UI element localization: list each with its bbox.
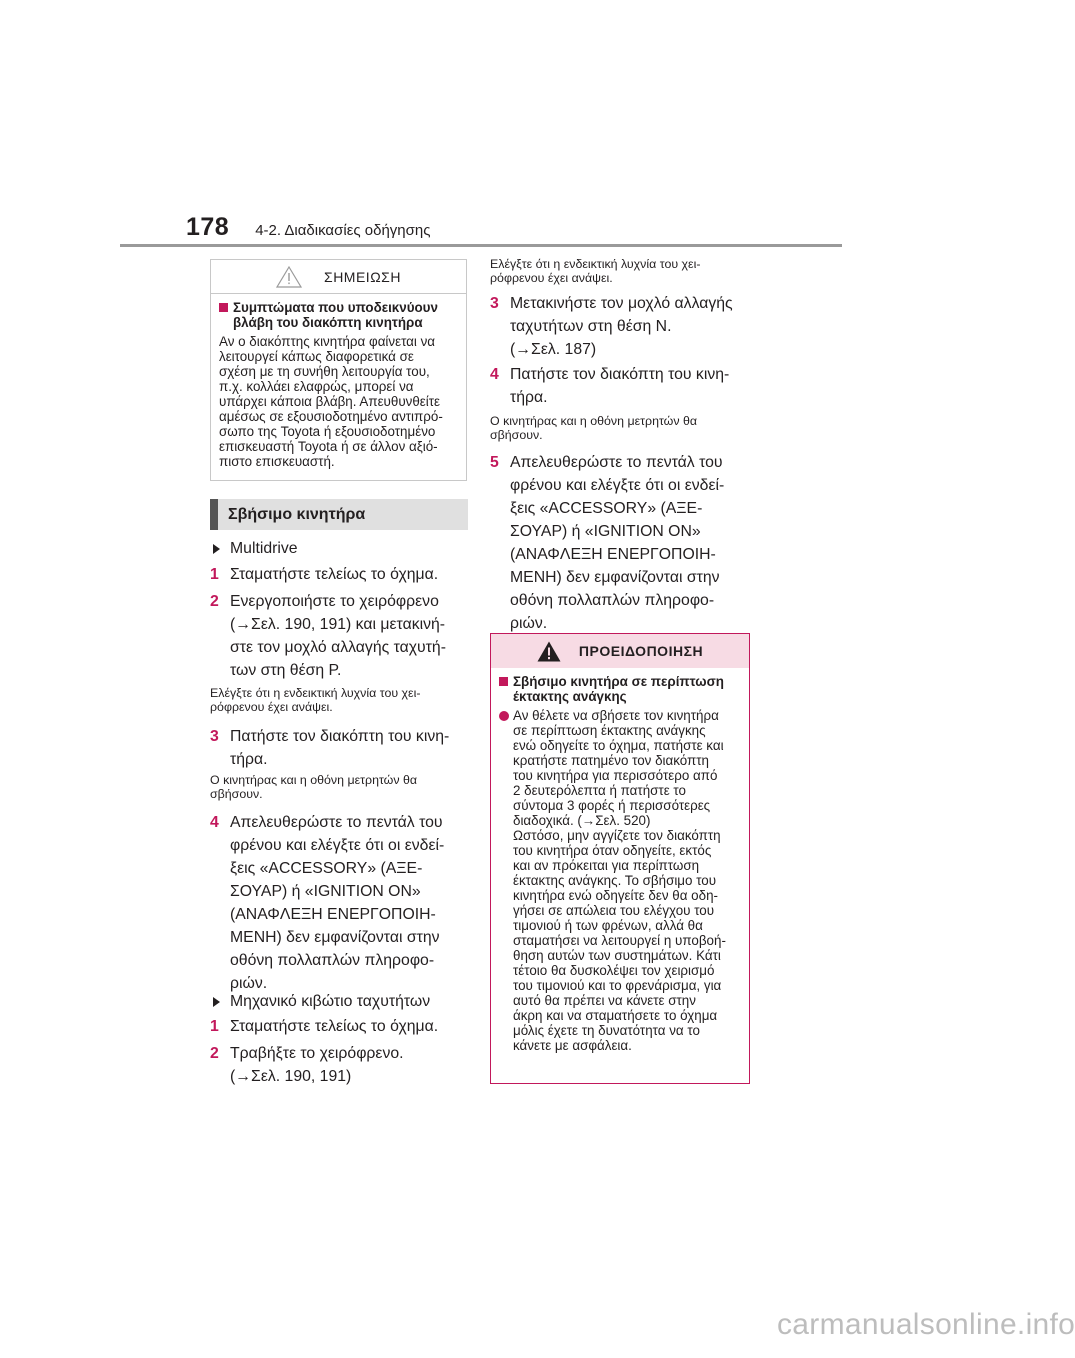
step-3-note — [210, 773, 468, 801]
step-1 — [210, 563, 468, 586]
section-bar — [210, 499, 218, 530]
warning-body-line: του τιμονιού και το φρενάρισμα, για — [513, 978, 722, 993]
warning-body-line: ενώ οδηγείτε το όχημα, πατήστε και — [513, 738, 724, 753]
note-line: σβήσουν. — [210, 787, 263, 801]
step-text-line: φρένου και ελέγξτε ότι οι ενδεί- — [230, 837, 445, 854]
step-number: 1 — [210, 566, 219, 583]
warning-body-line: 2 δευτερόλεπτα ή πατήστε το — [513, 783, 686, 798]
step-text-line: ΣΟΥΑΡ) ή «IGNITION ON» — [510, 523, 701, 540]
note-body-line: αμέσως σε εξουσιοδοτημένο αντιπρό- — [219, 409, 443, 424]
step-text-line: Τραβήξτε το χειρόφρενο. — [230, 1045, 404, 1062]
page-number: 178 — [186, 213, 230, 241]
note-heading — [219, 300, 458, 330]
triangle-bullet-icon — [213, 544, 220, 554]
note-line: Ελέγξτε ότι η ενδεικτική λυχνία του χει- — [490, 257, 701, 271]
warning-body-line: άκρη και να σταματήσετε το όχημα — [513, 1008, 718, 1023]
step-number: 5 — [490, 454, 499, 471]
warning-heading-line: Σβήσιμο κινητήρα σε περίπτωση — [513, 674, 724, 689]
manual-step-2 — [210, 1042, 468, 1088]
warning-body-line: μόλις έχετε τη δυνατότητα να το — [513, 1023, 700, 1038]
step-text-line: (ΑΝΑΦΛΕΞΗ ΕΝΕΡΓΟΠΟΙΗ- — [230, 906, 436, 923]
warning-body-line: θηση αυτών των συστημάτων. Κάτι — [513, 948, 721, 963]
note-body-line: υπάρχει κάποια βλάβη. Απευθυνθείτε — [219, 394, 440, 409]
warning-box — [490, 633, 750, 1084]
note-line: σβήσουν. — [490, 428, 543, 442]
warning-heading — [499, 674, 741, 704]
step-4 — [210, 811, 468, 995]
warning-triangle-icon — [537, 641, 561, 662]
footer-watermark[interactable]: carmanualsonline.info — [777, 1308, 1075, 1341]
step-number: 1 — [210, 1018, 219, 1035]
warning-body-line: Ωστόσο, μην αγγίζετε τον διακόπτη — [513, 828, 721, 843]
step-number: 2 — [210, 1045, 219, 1062]
step-text-line: ταχυτήτων στη θέση N. — [510, 318, 672, 335]
step-text-line: (→Σελ. 187) — [510, 341, 597, 358]
note-line: Ελέγξτε ότι η ενδεικτική λυχνία του χει- — [210, 686, 421, 700]
step-number: 4 — [490, 366, 499, 383]
caution-triangle-icon — [276, 266, 302, 288]
step-text-line: τήρα. — [230, 751, 268, 768]
note-body-line: λειτουργεί κάπως διαφορετικά σε — [219, 349, 414, 364]
step-2-note — [210, 686, 468, 714]
warning-body-line: σύντομα 3 φορές ή περισσότερες — [513, 798, 711, 813]
subsection-multidrive — [210, 537, 298, 560]
step-text-line: ριών. — [230, 975, 268, 992]
step-text-line: (→Σελ. 190, 191) — [230, 1068, 352, 1085]
warning-body-line: έκτακτης ανάγκης. Το σβήσιμο του — [513, 873, 717, 888]
warning-header — [491, 634, 749, 668]
note-title: ΣΗΜΕΙΩΣΗ — [324, 268, 401, 285]
page-header — [186, 213, 430, 242]
section-heading — [210, 499, 468, 530]
warning-body-line: σε περίπτωση έκτακτης ανάγκης — [513, 723, 706, 738]
step-text-line: ΜΕΝΗ) δεν εμφανίζονται στην — [230, 929, 440, 946]
step-text-line: (→Σελ. 190, 191) και μετακινή- — [230, 616, 446, 633]
step-text-line: των στη θέση P. — [230, 662, 342, 679]
square-bullet-icon — [219, 303, 228, 312]
warning-body-line: του κινητήρα για περισσότερο από — [513, 768, 718, 783]
step-text-line: (ΑΝΑΦΛΕΞΗ ΕΝΕΡΓΟΠΟΙΗ- — [510, 546, 716, 563]
warning-body-line: σταματήσει να λειτουργεί η υποβοή- — [513, 933, 726, 948]
triangle-bullet-icon — [213, 997, 220, 1007]
circle-bullet-icon — [499, 711, 509, 721]
warning-body-line: κρατήστε πατημένο τον διακόπτη — [513, 753, 710, 768]
warning-body-line: κινητήρα ενώ οδηγείτε δεν θα οδη- — [513, 888, 718, 903]
step-text-line: οθόνη πολλαπλών πληροφο- — [230, 952, 435, 969]
step-text-line: Ενεργοποιήστε το χειρόφρενο — [230, 593, 439, 610]
step-text-line: Πατήστε τον διακόπτη του κινη- — [230, 728, 450, 745]
note-line: Ο κινητήρας και η οθόνη μετρητών θα — [490, 414, 698, 428]
manual-step-1 — [210, 1015, 468, 1038]
warning-body-line: τιμονιού ή των φρένων, αλλά θα — [513, 918, 703, 933]
warning-body-line: και αν πρόκειται για περίπτωση — [513, 858, 700, 873]
right-top-note — [490, 257, 750, 285]
right-step-4 — [490, 363, 750, 409]
step-text: Σταματήστε τελείως το όχημα. — [230, 1018, 439, 1035]
note-body — [219, 334, 458, 469]
step-number: 3 — [490, 295, 499, 312]
step-text-line: Απελευθερώστε το πεντάλ του — [230, 814, 443, 831]
subsection-label: Μηχανικό κιβώτιο ταχυτήτων — [230, 993, 431, 1010]
warning-body-line: του κινητήρα όταν οδηγείτε, εκτός — [513, 843, 712, 858]
step-2 — [210, 590, 468, 682]
step-text-line: ΜΕΝΗ) δεν εμφανίζονται στην — [510, 569, 720, 586]
note-heading-line: βλάβη του διακόπτη κινητήρα — [233, 315, 423, 330]
note-body-line: Αν ο διακόπτης κινητήρα φαίνεται να — [219, 334, 436, 349]
step-text-line: στε τον μοχλό αλλαγής ταχυτή- — [230, 639, 446, 656]
right-step-5 — [490, 451, 750, 635]
step-text-line: ριών. — [510, 615, 548, 632]
warning-body-line: διαδοχικά. (→Σελ. 520) — [513, 813, 651, 828]
note-heading-line: Συμπτώματα που υποδεικνύουν — [233, 300, 438, 315]
warning-body-line: γήσει σε απώλεια του ελέγχου του — [513, 903, 715, 918]
warning-body-line: κάνετε με ασφάλεια. — [513, 1038, 632, 1053]
step-text-line: Πατήστε τον διακόπτη του κινη- — [510, 366, 730, 383]
step-text-line: ξεις «ACCESSORY» (ΑΞΕ- — [510, 500, 703, 517]
note-box — [210, 259, 467, 481]
warning-title: ΠΡΟΕΙΔΟΠΟΙΗΣΗ — [578, 643, 704, 659]
right-step-3 — [490, 292, 750, 361]
warning-body-line: Αν θέλετε να σβήσετε τον κινητήρα — [513, 708, 719, 723]
step-number: 3 — [210, 728, 219, 745]
step-text-line: ξεις «ACCESSORY» (ΑΞΕ- — [230, 860, 423, 877]
note-body-line: σωπο της Toyota ή εξουσιοδοτημένο — [219, 424, 436, 439]
chapter-title: 4-2. Διαδικασίες οδήγησης — [255, 222, 431, 239]
warning-body-line: τέτοιο θα δυσκολέψει τον χειρισμό — [513, 963, 715, 978]
step-text-line: Απελευθερώστε το πεντάλ του — [510, 454, 723, 471]
step-number: 2 — [210, 593, 219, 610]
note-line: ρόφρενου έχει ανάψει. — [210, 700, 333, 714]
square-bullet-icon — [499, 677, 508, 686]
right-step-4-note — [490, 414, 750, 442]
header-divider — [120, 244, 842, 247]
step-text-line: Μετακινήστε τον μοχλό αλλαγής — [510, 295, 733, 312]
note-body-line: π.χ. κολλάει ελαφρώς, μπορεί να — [219, 379, 414, 394]
subsection-label: Multidrive — [230, 540, 298, 557]
warning-heading-line: έκτακτης ανάγκης — [513, 689, 627, 704]
warning-item — [499, 708, 741, 1053]
note-body-line: πιστο επισκευαστή. — [219, 454, 335, 469]
step-3 — [210, 725, 468, 771]
step-text-line: τήρα. — [510, 389, 548, 406]
subsection-manual — [210, 990, 430, 1013]
note-header — [211, 260, 466, 294]
note-body-line: επισκευαστή Toyota ή σε άλλον αξιό- — [219, 439, 438, 454]
note-body-line: σχέση με τη συνήθη λειτουργία του, — [219, 364, 430, 379]
step-text-line: ΣΟΥΑΡ) ή «IGNITION ON» — [230, 883, 421, 900]
note-line: ρόφρενου έχει ανάψει. — [490, 271, 613, 285]
step-text-line: φρένου και ελέγξτε ότι οι ενδεί- — [510, 477, 725, 494]
note-line: Ο κινητήρας και η οθόνη μετρητών θα — [210, 773, 418, 787]
step-number: 4 — [210, 814, 219, 831]
warning-body-line: αυτό θα πρέπει να κάνετε στην — [513, 993, 696, 1008]
step-text: Σταματήστε τελείως το όχημα. — [230, 566, 439, 583]
step-text-line: οθόνη πολλαπλών πληροφο- — [510, 592, 715, 609]
section-title: Σβήσιμο κινητήρα — [228, 505, 366, 523]
